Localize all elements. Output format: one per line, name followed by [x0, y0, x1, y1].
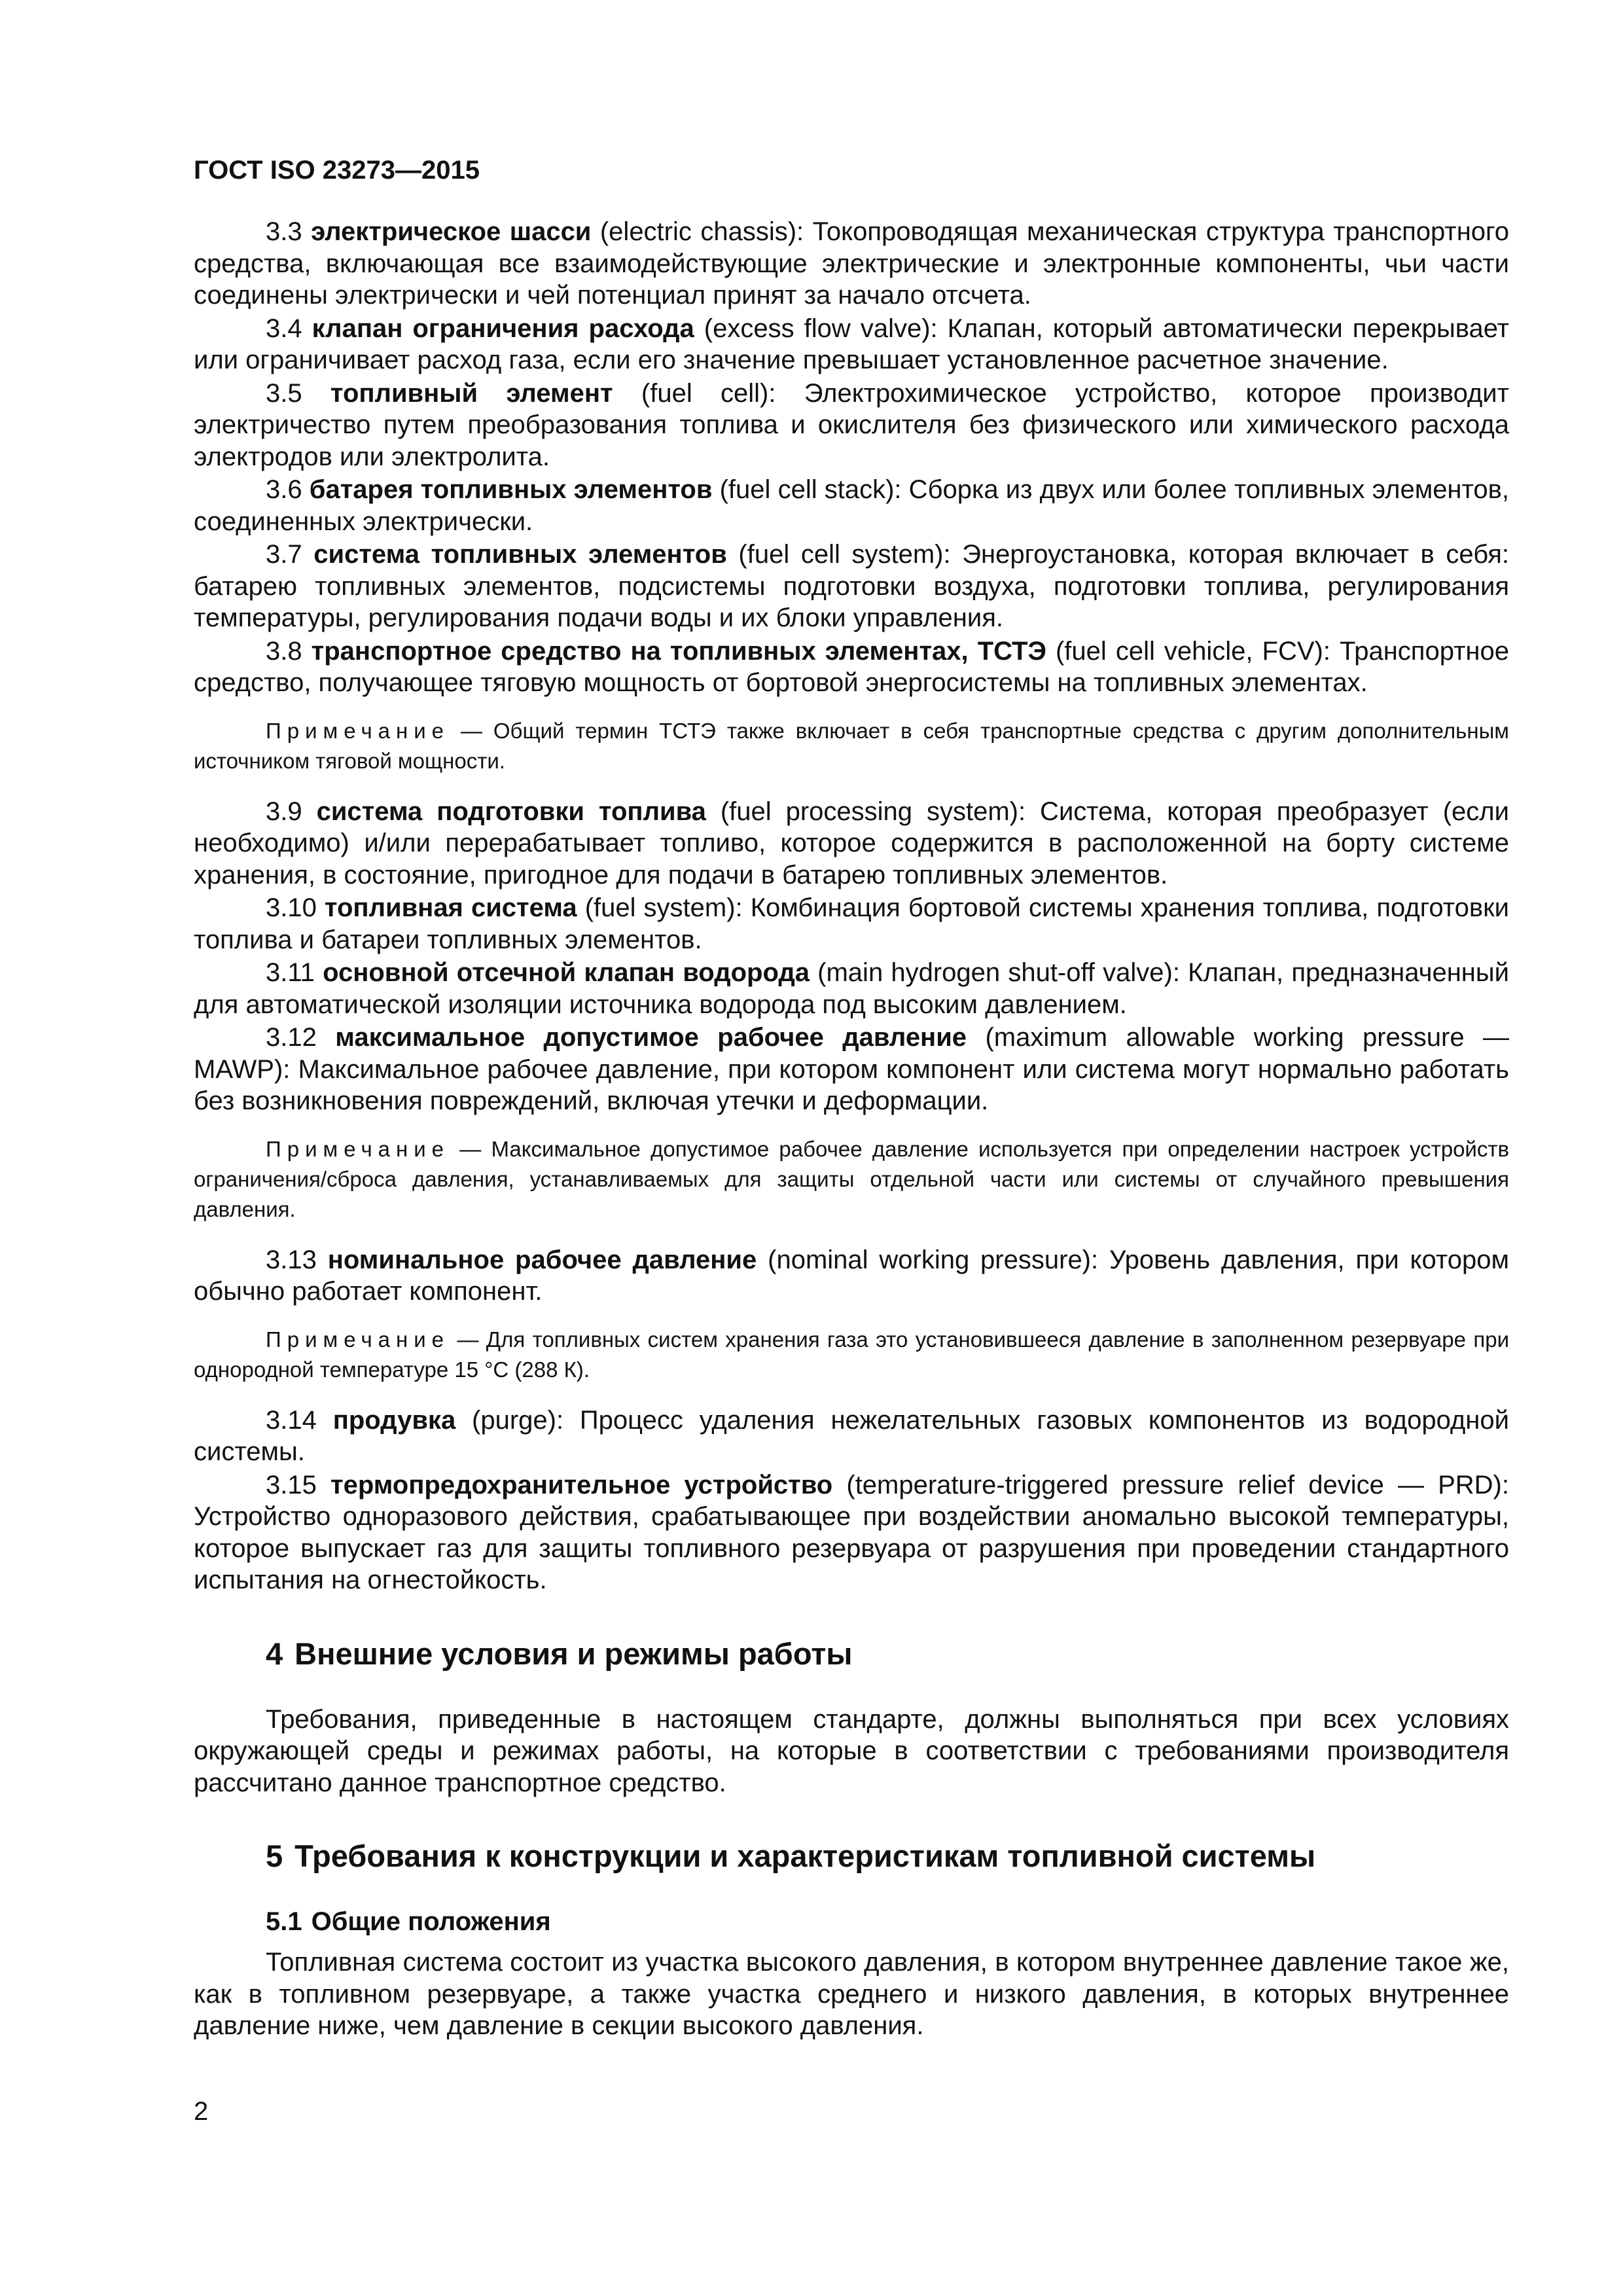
clause-number: 3.6 [266, 475, 302, 504]
paragraph: Требования, приведенные в настоящем стандарте, должны выполняться при всех условиях окружающей среды и режимах работы, на которые в соответствии с требованиями производителя рассчитано данное транспортное средство. [194, 1704, 1509, 1797]
term-definition [194, 539, 1509, 634]
term-definition [194, 1244, 1509, 1308]
clause-number: 3.15 [266, 1470, 317, 1499]
subsection-number: 5.1 [266, 1907, 302, 1936]
term-name: клапан ограничения расхода [312, 314, 694, 343]
note [194, 1134, 1509, 1225]
term-name: основной отсечной клапан водорода [323, 958, 810, 987]
clause-number: 3.8 [266, 636, 302, 666]
clause-number: 3.14 [266, 1405, 317, 1435]
subsection-title: Общие положения [311, 1907, 551, 1936]
page-number: 2 [194, 2097, 209, 2126]
section-title: Внешние условия и режимы работы [294, 1636, 853, 1671]
term-text: (electric chassis): Токопроводящая механическая структура транспортного средства, включающая все взаимодействующие электрические и электронные компоненты, чьи части соединены электрически и чей потенциал принят за начало отсчета. [194, 217, 1509, 310]
term-name: система топливных элементов [313, 540, 727, 569]
document-body [194, 216, 1509, 2043]
clause-number: 3.7 [266, 540, 302, 569]
clause-number: 3.12 [266, 1023, 317, 1052]
subsection-heading [266, 1906, 1509, 1937]
term-text: (fuel cell vehicle, FCV): Транспортное средство, получающее тяговую мощность от бортовой энергосистемы на топливных элементах. [194, 636, 1509, 697]
term-definition [194, 216, 1509, 312]
term-definition [194, 957, 1509, 1020]
clause-number: 3.9 [266, 797, 302, 826]
term-text: (purge): Процесс удаления нежелательных газовых компонентов из водородной системы. [194, 1405, 1509, 1466]
section-title: Требования к конструкции и характеристикам топливной системы [294, 1839, 1316, 1873]
clause-number: 3.10 [266, 893, 317, 922]
section-number: 4 [266, 1636, 283, 1671]
term-definition [194, 313, 1509, 376]
document-header [194, 154, 480, 186]
clause-number: 3.11 [266, 958, 315, 987]
section-heading [266, 1636, 1509, 1672]
term-name: термопредохранительное устройство [330, 1470, 833, 1499]
term-name: электрическое шасси [311, 217, 592, 246]
term-definition [194, 636, 1509, 699]
term-name: номинальное рабочее давление [327, 1245, 757, 1274]
term-name: батарея топливных элементов [309, 475, 713, 504]
clause-number: 3.3 [266, 217, 302, 246]
term-text: (temperature-triggered pressure relief device — PRD): Устройство одноразового действия, срабатывающее при воздействии аномально высокой температуры, которое выпускает газ для защиты топливного резервуара от разрушения при проведении стандартного испытания на огнестойкость. [194, 1470, 1509, 1594]
term-text: (fuel cell stack): Сборка из двух или более топливных элементов, соединенных электрически. [194, 475, 1510, 536]
note [194, 716, 1509, 776]
paragraph: Топливная система состоит из участка высокого давления, в котором внутреннее давление такое же, как в топливном резервуаре, а также участка среднего и низкого давления, в которых внутреннее давление ниже, чем давление в секции высокого давления. [194, 1948, 1509, 2040]
note-text: — Для топливных систем хранения газа это установившееся давление в заполненном резервуаре при однородной температуре 15 °С (288 К). [194, 1327, 1509, 1382]
term-definition [194, 1405, 1509, 1468]
clause-number: 3.13 [266, 1245, 317, 1274]
standard-designation: ГОСТ ISO 23273—2015 [194, 156, 480, 185]
term-name: топливная система [324, 893, 577, 922]
section-number: 5 [266, 1839, 283, 1873]
term-definition [194, 1022, 1509, 1117]
note-label: Примечание [266, 1327, 450, 1352]
note-text: — Общий термин ТСТЭ также включает в себя транспортные средства с другим дополнительным источником тяговой мощности. [194, 718, 1509, 773]
term-definition [194, 474, 1509, 537]
term-definition [194, 796, 1509, 891]
note-label: Примечание [266, 718, 450, 743]
note-label: Примечание [266, 1136, 450, 1161]
term-text: (main hydrogen shut-off valve): Клапан, предназначенный для автоматической изоляции источника водорода под высоким давлением. [194, 958, 1509, 1019]
term-definition [194, 378, 1509, 473]
term-definition [194, 1469, 1509, 1596]
term-text: (nominal working pressure): Уровень давления, при котором обычно работает компонент. [194, 1245, 1509, 1306]
term-name: максимальное допустимое рабочее давление [335, 1023, 967, 1052]
term-text: (maximum allowable working pressure — MAWP): Максимальное рабочее давление, при котором компонент или система могут нормально работать без возникновения повреждений, включая утечки и деформации. [194, 1023, 1509, 1115]
term-name: транспортное средство на топливных элементах, ТСТЭ [311, 636, 1046, 666]
term-name: система подготовки топлива [316, 797, 706, 826]
term-text: (fuel cell): Электрохимическое устройство, которое производит электричество путем преобразования топлива и окислителя без физического или химического расхода электродов или электролита. [194, 378, 1509, 471]
term-text: (fuel processing system): Система, которая преобразует (если необходимо) и/или перерабатывает топливо, которое содержится в расположенной на борту системе хранения, в состояние, пригодное для подачи в батарею топливных элементов. [194, 797, 1509, 889]
term-text: (fuel system): Комбинация бортовой системы хранения топлива, подготовки топлива и батареи топливных элементов. [194, 893, 1509, 954]
term-text: (fuel cell system): Энергоустановка, которая включает в себя: батарею топливных элементов, подсистемы подготовки воздуха, подготовки топлива, регулирования температуры, регулирования подачи воды и их блоки управления. [194, 540, 1510, 632]
section-heading [266, 1838, 1509, 1874]
note [194, 1325, 1509, 1385]
term-name: продувка [332, 1405, 456, 1435]
note-text: — Максимальное допустимое рабочее давление используется при определении настроек устройств ограничения/сброса давления, устанавливаемых для защиты отдельной части или системы от случайного превышения давления. [194, 1136, 1509, 1221]
clause-number: 3.4 [266, 314, 302, 343]
term-text: (excess flow valve): Клапан, который автоматически перекрывает или ограничивает расход газа, если его значение превышает установленное расчетное значение. [194, 314, 1509, 374]
term-definition [194, 892, 1509, 956]
term-name: топливный элемент [330, 378, 613, 408]
clause-number: 3.5 [266, 378, 302, 408]
